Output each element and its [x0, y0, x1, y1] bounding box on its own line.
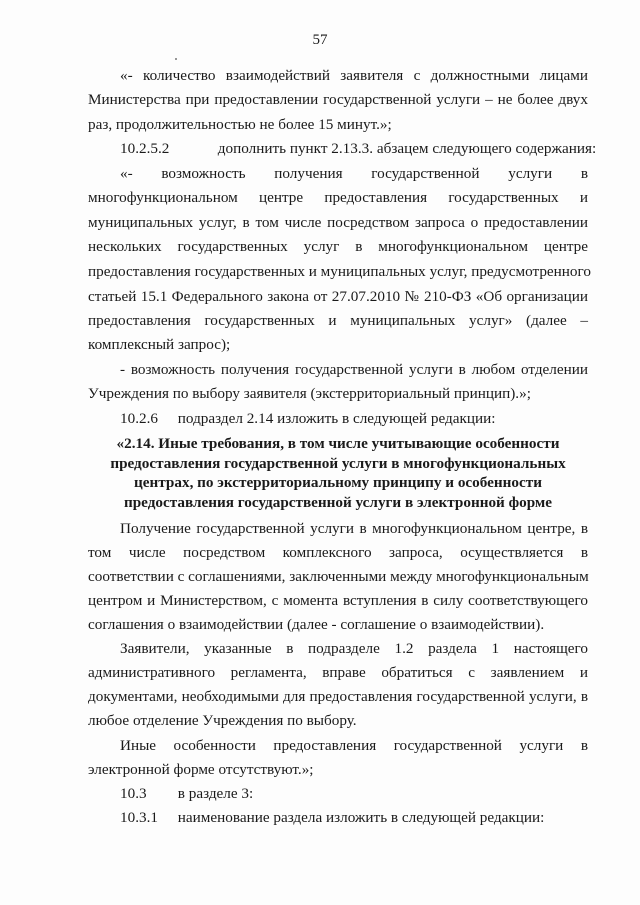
text-line: документами, необходимыми для предоставления государственной услуги, в	[88, 688, 588, 705]
text-line: комплексный запрос);	[88, 336, 231, 353]
text-line: наименование раздела изложить в следующей редакции:	[177, 809, 545, 826]
paragraph-10-3	[120, 784, 588, 804]
text-line: административного регламента, вправе обратиться с заявлением и	[88, 664, 588, 681]
item-number: 10.2.5.2	[120, 140, 170, 157]
page-number: 57	[312, 32, 328, 48]
text-line: соглашения о взаимодействии (далее - соглашение о взаимодействии).	[88, 616, 545, 633]
text-line: муниципальных услуг, в том числе посредством запроса о предоставлении	[88, 214, 588, 231]
section-heading-line: «2.14. Иные требования, в том числе учитывающие особенности	[116, 435, 560, 452]
item-number: 10.3	[120, 785, 147, 802]
text-line: том числе посредством комплексного запроса, осуществляется в	[88, 544, 588, 561]
text-line: дополнить пункт 2.13.3. абзацем следующего содержания:	[217, 140, 597, 157]
paragraph-10-2-6	[120, 409, 588, 429]
paragraph-10-2-5-2	[120, 139, 597, 159]
text-line: многофункциональном центре предоставления государственных и	[88, 189, 588, 206]
text-line: «- возможность получения государственной услуги в	[120, 165, 588, 182]
text-line: центром и Министерством, с момента вступления в силу соответствующего	[88, 592, 588, 609]
text-line: соответствии с соглашениями, заключенными между многофункциональным	[88, 568, 589, 585]
text-line: предоставления государственных и муниципальных услуг, предусмотренного	[88, 263, 591, 280]
text-line: электронной форме отсутствуют.»;	[88, 761, 314, 778]
scan-speck	[175, 58, 177, 60]
text-line: в разделе 3:	[177, 785, 254, 802]
text-line: раз, продолжительностью не более 15 минут.»;	[88, 116, 392, 133]
paragraph-10-3-1	[120, 808, 588, 828]
text-line: Заявители, указанные в подразделе 1.2 раздела 1 настоящего	[120, 640, 588, 657]
section-heading-line: центрах, по экстерриториальному принципу и особенности	[134, 474, 542, 491]
text-line: «- количество взаимодействий заявителя с должностными лицами	[120, 67, 588, 84]
text-line: нескольких государственных услуг в многофункциональном центре	[88, 238, 588, 255]
text-line: Учреждения по выбору заявителя (экстерриториальный принцип).»;	[88, 385, 531, 402]
section-heading-line: предоставления государственной услуги в электронной форме	[123, 494, 553, 511]
text-line: - возможность получения государственной услуги в любом отделении	[120, 361, 588, 378]
text-line: предоставления государственных и муниципальных услуг» (далее –	[88, 312, 588, 329]
text-line: Иные особенности предоставления государственной услуги в	[120, 737, 588, 754]
text-line: подраздел 2.14 изложить в следующей редакции:	[177, 410, 496, 427]
text-line: Министерства при предоставлении государственной услуги – не более двух	[88, 91, 588, 108]
text-line: статьей 15.1 Федерального закона от 27.07.2010 № 210-ФЗ «Об организации	[88, 288, 588, 305]
item-number: 10.2.6	[120, 410, 158, 427]
item-number: 10.3.1	[120, 809, 158, 826]
text-line: любое отделение Учреждения по выбору.	[88, 712, 357, 729]
text-line: Получение государственной услуги в многофункциональном центре, в	[120, 520, 588, 537]
section-heading-line: предоставления государственной услуги в многофункциональных	[110, 455, 566, 472]
